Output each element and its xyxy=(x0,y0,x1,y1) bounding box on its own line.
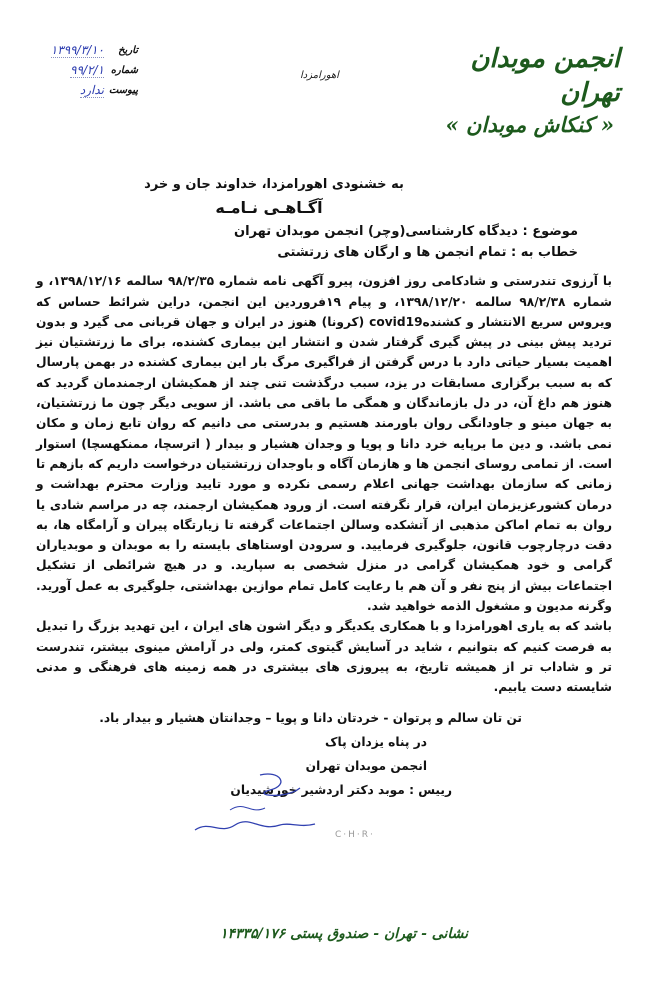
letterhead-logo xyxy=(420,42,620,140)
letter-body xyxy=(36,175,612,802)
ahura-heading: اهورامزدا xyxy=(300,70,339,81)
addressee: خطاب به : تمام انجمن ها و ارگان های زرتشتی xyxy=(277,245,578,261)
letter-meta xyxy=(18,40,138,100)
meta-date: تاریخ ۱۳۹۹/۳/۱۰ xyxy=(50,42,138,57)
sign-line: در پناه یزدان پاک xyxy=(325,734,427,749)
closing: تن تان سالم و پرتوان - خردتان دانا و پویا – وجدانتان هشیار و بیدار باد. xyxy=(99,710,522,725)
meta-attachment: پیوست ندارد xyxy=(79,82,138,97)
meta-number: شماره ۹۹/۲/۱ xyxy=(70,62,138,77)
handwritten-signature xyxy=(190,770,320,840)
letter-title: آگـاهـی نـامـه xyxy=(215,198,323,218)
paragraph: باشد که به یاری اهورامزدا و با همکاری یکدیگر و دیگر اشون های ایران ، این تهدید بزرگ را تبدیل به فرصت کنیم که بتوانیم ، شاید در آسایش گیتوی کمتر، ولی در آرامش مینوی بیشتر، تندرست تر و شاداب تر از همیشه تاریخ، به پیروزی های بیشتری در همه زمینه های فرهنگی و مدنی شایسته دست یابیم. xyxy=(36,619,612,695)
sign-line: رییس : موبد دکتر اردشیر خورشیدیان xyxy=(230,782,452,797)
stamp-mark: C·H·R· xyxy=(335,830,375,840)
sign-line: انجمن موبدان تهران xyxy=(305,758,427,773)
footer-address: نشانی - تهران - صندوق پستی ۱۴۳۳۵/۱۷۶ xyxy=(220,926,468,942)
org-name: انجمن موبدان تهران xyxy=(470,44,620,108)
subject: موضوع : دیدگاه کارشناسی(وچر) انجمن موبدان تهران xyxy=(234,224,578,240)
org-subtitle: « کنکاش موبدان » xyxy=(445,112,614,137)
greeting: به خشنودی اهورامزدا، خداوند جان و خرد xyxy=(144,177,404,192)
paragraph: با آرزوی تندرستی و شادکامی روز افزون، پیرو آگهی نامه شماره ۹۸/۲/۳۵ سالمه ۱۳۹۸/۱۲/۱۶، و شماره ۹۸/۲/۳۸ سالمه ۱۳۹۸/۱۲/۲۰، و پیام ۱۹فروردین این انجمن، دراین شرائط حساس که ویروس سریع الانتشار و کشندهcovid19 (کرونا) هنوز در ایران و جهان قربانی می گیرد و بدون تردید پیش بینی در پیش گیری گرفتار شدن و انتشار این بیماری کشنده، برای ما زرتشتیان نیز اهمیت بسیار حیاتی دارد با درس گرفتن از فراگیری مرگ بار این بیماری کشنده در بهمن پارسال که به سبب برگزاری مسابقات در یزد، سبب درگذشت تنی چند از همکیشان ارجمندمان گردید که هنوز هم داغ آن، در دل بازماندگان و همگی ما باقی می باشد. از سویی دیگر چون ما زرتشتیان، به جهان مینو و جاودانگی روان باورمند هستیم و بدرستی می دانیم که روان تابع زمان و مکان نمی باشد. و دین ما برپایه خرد دانا و پویا و وجدان هشیار و بیدار ( اترسچا، ممنکهسچا) استوار است. از تمامی روسای انجمن ها و هازمان آگاه و باوجدان زرتشتیان درخواست داریم که بازهم تا زمانی که سازمان بهداشت جهانی اعلام رسمی نکرده و مورد تایید وزارت محترم بهداشت و درمان کشورعزیزمان ایران، قرار نگرفته است. از ورود همکیشان ارجمند، چه در مراسم شادی یا روان به تمام اماکن مذهبی از آتشکده وسالن اجتماعات گرفته تا زیارتگاه پیران و آرامگاه ها، به دقت درچارچوب قانون، جلوگیری فرمایید. و سرودن اوستاهای بایسته را به موبدان و موبدیاران گرامی و خود همکیشان گرامی در منزل شخصی به سپارید. و در هیچ شرائطی از تشکیل اجتماعات بیش از پنج نفر و آن هم با رعایت کامل تمام موازین بهداشتی، جلوگیری به عمل آورید. وگرنه مدیون و مشغول الذمه خواهید شد. xyxy=(36,274,613,614)
